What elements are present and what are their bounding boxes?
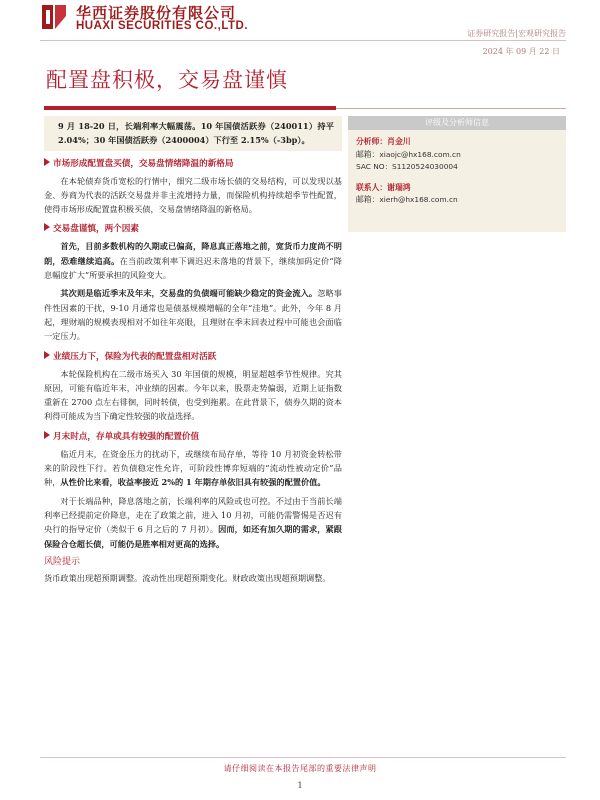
section-3 (44, 350, 342, 424)
section-heading: 市场形成配置盘买债，交易盘情绪降温的新格局 (44, 157, 342, 172)
paragraph: 在本轮债弃货币宽松的行情中，细究二级市场长债的交易结构，可以发现以基金、券商为代表的活跃交易盘并非主流增持力量，而保险机构持续超季节性配置，使得市场形成配置盘积极买债，交易盘情绪降温的新格局。 (44, 175, 342, 215)
analyst-sidebar (348, 116, 566, 232)
analyst-email-row (356, 149, 558, 162)
paragraph: 临近月末，在资金压力的扰动下，或继续布局存单，等待 10 月初资金转松带来的阶段性下行。若负债稳定性允许，可阶段性博弈短端的“流动性被动定价”品种，从性价比来看，收益率接近 2%的 1 年期存单依旧具有较强的配置价值。 (44, 448, 342, 488)
contact-name: 联系人：谢瑞鸿 (356, 182, 411, 192)
analyst-email-link[interactable]: xiaojc@hx168.com.cn (379, 149, 461, 159)
section-heading: 业绩压力下，保险为代表的配置盘相对活跃 (44, 350, 342, 365)
paragraph: 对于长端品种，降息落地之前，长端利率的风险或也可控。不过由于当前长端利率已经提前定价降息，走在了政策之前，进入 10 月初，可能仍需警惕是否迟有央行的指导定价（类似于 6 月之后的 7 月初）。因而，如还有加久期的需求，紧跟保险合仓超长债，可能仍是胜率相对更高的选择。 (44, 495, 342, 549)
triangle-bullet-icon (44, 223, 50, 231)
page-number: 1 (297, 781, 303, 790)
report-title: 配置盘积极，交易盘谨慎 (46, 68, 288, 92)
section-1 (44, 157, 342, 217)
section-heading: 月末时点，存单或具有较强的配置价值 (44, 430, 342, 445)
huaxi-logo-icon (40, 2, 68, 32)
paragraph: 首先，目前多数机构的久期或已偏高，降息真正落地之前，宽货币力度尚不明朗，恐难继续追高。在当前政策利率下调迟迟未落地的背景下，继续加码定价“降息幅度扩大”所要承担的风险变大。 (44, 241, 342, 281)
summary-box: 9 月 18-20 日，长端利率大幅震荡。10 年国债活跃券（240011）持平 2.04%；30 年国债活跃券（2400004）下行至 2.15%（-3bp）。 (44, 116, 342, 151)
title-thin-rule (336, 108, 566, 109)
header-divider (40, 40, 566, 41)
contact-email-row (356, 194, 558, 207)
footer-divider (40, 757, 566, 758)
section-heading: 交易盘谨慎，两个因素 (44, 222, 342, 237)
paragraph: 本轮保险机构在二级市场买入 30 年国债的规模，明显超越季节性规律。究其原因，可能有临近年末，冲业绩的因素。今年以来，股票走势偏弱，近期上证指数重新在 2700 点左右徘徊，同时转债，也受到拖累。在此背景下，债券久期的资本利得可能成为当下确定性较强的收益选择。 (44, 368, 342, 422)
email-label: 邮箱： (356, 195, 380, 204)
main-column (44, 116, 342, 589)
triangle-bullet-icon (44, 431, 50, 439)
contact-email-link[interactable]: xierh@hx168.com.cn (379, 195, 458, 204)
triangle-bullet-icon (44, 351, 50, 359)
legal-disclaimer-link[interactable]: 请仔细阅读在本报告尾部的重要法律声明 (223, 764, 377, 773)
analyst-sac-number: SAC NO：S1120524030004 (356, 162, 458, 171)
paragraph: 其次则是临近季末及年末，交易盘的负债端可能缺少稳定的资金流入。忽略事件性因素的干扰，9-10 月通常也是债基规模增幅的全年“洼地”。此外，今年 8 月起，理财端的规模表现相对不如往年亮眼，且理财在季末回表过程中可能也会面临一定压力。 (44, 288, 342, 342)
report-type: 证券研究报告|宏观研究报告 (467, 29, 566, 38)
section-2 (44, 222, 342, 343)
report-date: 2024 年 09 月 22 日 (482, 47, 560, 56)
sidebar-header: 评级及分析师信息 (348, 116, 566, 130)
company-name-en: HUAXI SECURITIES CO.,LTD. (76, 20, 249, 32)
section-4 (44, 430, 342, 551)
risk-heading: 风险提示 (44, 556, 81, 567)
title-underline (44, 106, 336, 110)
company-name-cn: 华西证券股份有限公司 (76, 4, 237, 22)
risk-text: 货币政策出现超预期调整。流动性出现超预期变化。财政政策出现超预期调整。 (44, 573, 331, 584)
analyst-name: 分析师：肖金川 (356, 137, 411, 146)
triangle-bullet-icon (44, 158, 50, 166)
email-label: 邮箱： (356, 149, 380, 159)
analyst-info-box (348, 130, 566, 232)
